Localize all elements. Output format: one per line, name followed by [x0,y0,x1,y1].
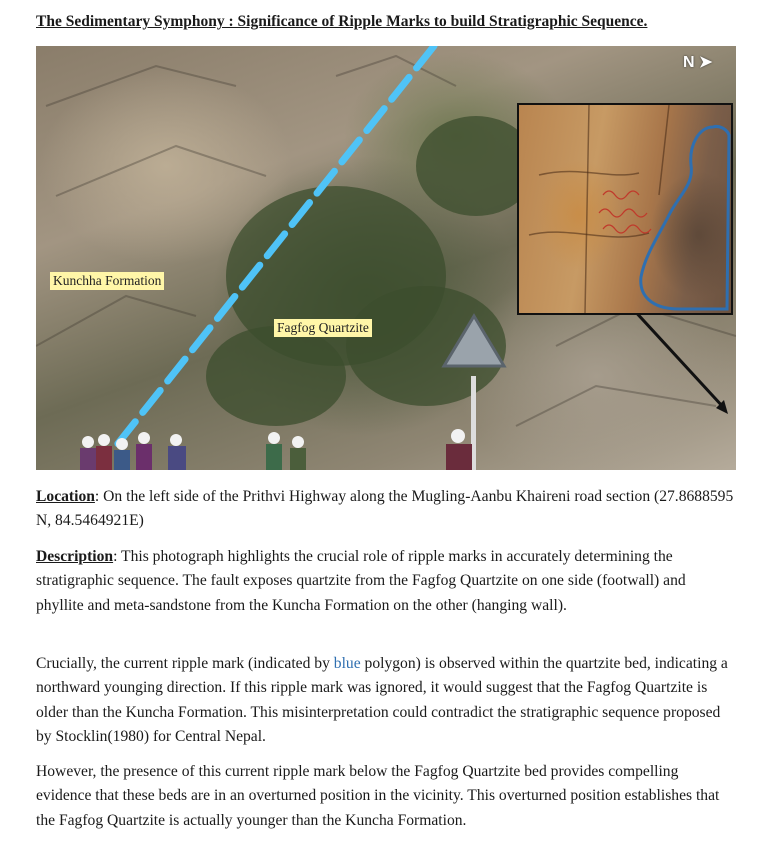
ripple-mark-inset [517,103,733,315]
location-text: : On the left side of the Prithvi Highway along the Mugling-Aanbu Khaireni road section (27.8688595 N, 84.5464921E) [36,488,734,530]
crucially-text-before: Crucially, the current ripple mark (indicated by [36,655,334,672]
north-arrow-glyph: ➤ [694,54,713,71]
description-term: Description [36,548,114,565]
location-term: Location [36,488,95,505]
inset-overlay [519,105,731,313]
location-paragraph [36,485,736,534]
crucially-text-after: polygon) is observed within the quartzite bed, indicating a northward younging direction. If this ripple mark was ignored, it would suggest that the Fagfog Quartzite is older than the Kuncha Formation. This misinterpretation could contradict the stratigraphic sequence proposed by Stocklin(1980) for Central Nepal. [36,655,728,746]
north-arrow-letter: N [683,54,695,71]
inset-pointer-line [632,308,724,408]
kunchha-formation-label: Kunchha Formation [50,272,164,290]
outcrop-photo [36,46,736,470]
however-paragraph: However, the presence of this current ripple mark below the Fagfog Quartzite bed provides compelling evidence that these beds are in an overturned position in the vicinity. This overturned position establishes that the Fagfog Quartzite is actually younger than the Kuncha Formation. [36,763,720,829]
page-title: The Sedimentary Symphony : Significance of Ripple Marks to build Stratigraphic Sequence. [36,13,648,30]
north-arrow-icon [683,52,712,72]
description-paragraph [36,545,736,618]
ripple-mark-polygon [641,126,729,309]
inset-rock-texture [529,105,669,313]
crucially-highlight: blue [333,655,361,672]
fagfog-quartzite-label: Fagfog Quartzite [274,319,372,337]
crucially-paragraph [36,652,736,750]
description-text: : This photograph highlights the crucial role of ripple marks in accurately determining the stratigraphic sequence. The fault exposes quartzite from the Fagfog Quartzite on one side (footwall) and phyllite and meta-sandstone from the Kuncha Formation on the other (hanging wall). [36,548,686,614]
field-group [80,429,472,470]
inset-handwriting [599,191,651,233]
